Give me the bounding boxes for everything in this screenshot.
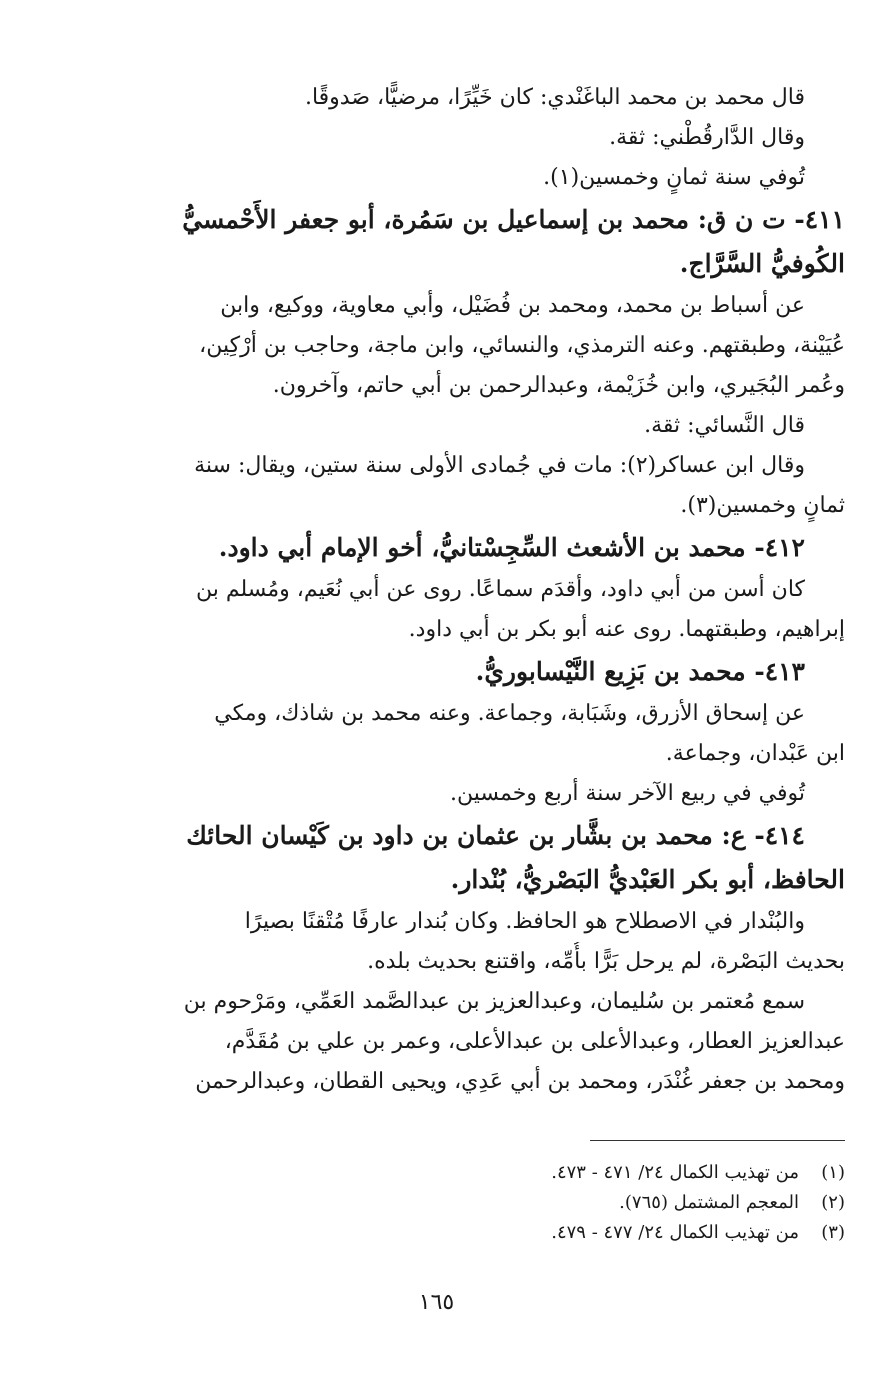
body-line: ومحمد بن جعفر غُنْدَر، ومحمد بن أبي عَدِي، ويحيى القطان، وعبدالرحمن xyxy=(195,1069,845,1094)
body-line: قال محمد بن محمد الباغَنْدي: كان خَيِّرًا، مرضيًّا، صَدوقًا. xyxy=(304,85,805,110)
body-line: والبُنْدار في الاصطلاح هو الحافظ. وكان بُندار عارفًا مُتْقنًا بصيرًا xyxy=(244,909,805,934)
footnote-number: (٣) xyxy=(821,1222,845,1243)
entry-heading-line: ٤١٤- ع: محمد بن بشَّار بن عثمان بن داود بن كَيْسان الحائك xyxy=(186,821,805,850)
entry-heading-line: الكُوفيُّ السَّرَّاج. xyxy=(679,249,845,278)
footnote-text: من تهذيب الكمال ٢٤/ ٤٧١ - ٤٧٣. xyxy=(551,1162,799,1183)
body-line: عُيَيْنة، وطبقتهم. وعنه الترمذي، والنسائي، وابن ماجة، وحاجب بن أرْكِين، xyxy=(199,333,845,358)
footnote-item xyxy=(400,1158,845,1188)
main-text xyxy=(100,78,845,1102)
entry-heading-line: الحافظ، أبو بكر العَبْديُّ البَصْريُّ، بُنْدار. xyxy=(450,865,845,894)
body-line: عبدالعزيز العطار، وعبدالأعلى بن عبدالأعلى، وعمر بن علي بن مُقَدَّم، xyxy=(224,1029,845,1054)
entry-heading-line: ٤١٢- محمد بن الأشعث السِّجِسْتانيُّ، أخو الإمام أبي داود. xyxy=(218,533,805,562)
footnote-text: المعجم المشتمل (٧٦٥). xyxy=(619,1192,799,1213)
body-line: تُوفي في ربيع الآخر سنة أربع وخمسين. xyxy=(449,781,805,806)
body-line: ثمانٍ وخمسين(٣). xyxy=(680,493,845,518)
body-line: عن أسباط بن محمد، ومحمد بن فُضَيْل، وأبي معاوية، ووكيع، وابن xyxy=(220,293,805,318)
footnote-item xyxy=(400,1218,845,1248)
footnote-number: (٢) xyxy=(821,1192,845,1213)
footnote-item xyxy=(400,1188,845,1218)
body-line: إبراهيم، وطبقتهما. روى عنه أبو بكر بن أبي داود. xyxy=(408,617,845,642)
entry-heading-line: ٤١١- ت ن ق: محمد بن إسماعيل بن سَمُرة، أبو جعفر الأَحْمسيُّ xyxy=(182,205,845,234)
body-line: عن إسحاق الأزرق، وشَبَابة، وجماعة. وعنه محمد بن شاذك، ومكي xyxy=(214,701,805,726)
body-line: سمع مُعتمر بن سُليمان، وعبدالعزيز بن عبدالصَّمد العَمِّي، ومَرْحوم بن xyxy=(183,989,805,1014)
body-line: وعُمر البُجَيري، وابن خُزَيْمة، وعبدالرحمن بن أبي حاتم، وآخرون. xyxy=(272,373,845,398)
body-line: قال النَّسائي: ثقة. xyxy=(644,413,805,438)
footnote-number: (١) xyxy=(821,1162,845,1183)
body-line: وقال الدَّارقُطْني: ثقة. xyxy=(609,125,805,150)
body-line: ابن عَبْدان، وجماعة. xyxy=(665,741,845,766)
entry-heading-line: ٤١٣- محمد بن بَزِيع النَّيْسابوريُّ. xyxy=(475,657,805,686)
footnote-text: من تهذيب الكمال ٢٤/ ٤٧٧ - ٤٧٩. xyxy=(551,1222,799,1243)
body-line: وقال ابن عساكر(٢): مات في جُمادى الأولى سنة ستين، ويقال: سنة xyxy=(194,453,805,478)
page-number: ١٦٥ xyxy=(418,1290,455,1315)
footnote-divider xyxy=(590,1140,845,1141)
body-line: تُوفي سنة ثمانٍ وخمسين(١). xyxy=(543,165,805,190)
footnotes xyxy=(400,1158,845,1248)
body-line: بحديث البَصْرة، لم يرحل بَرًّا بأُمِّه، واقتنع بحديث بلده. xyxy=(367,949,845,974)
body-line: كان أسن من أبي داود، وأقدَم سماعًا. روى عن أبي نُعَيم، ومُسلم بن xyxy=(195,577,805,602)
